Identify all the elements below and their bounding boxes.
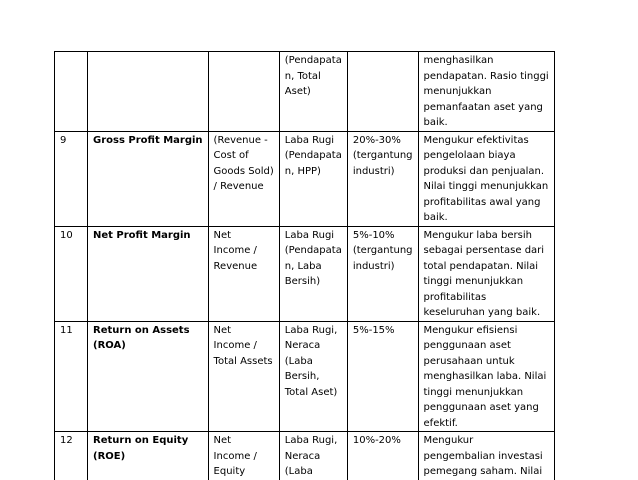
- cell-description-line: menghasilkan: [423, 55, 494, 66]
- cell-description-line: penggunaan aset: [423, 340, 511, 351]
- cell-description-line: sebagai persentase dari: [423, 245, 545, 256]
- cell-description-line: Mengukur: [423, 435, 474, 446]
- cell-benchmark-line: 20%-30%: [352, 134, 401, 146]
- cell-data-source-line: Total Aset): [284, 386, 338, 398]
- cell-description-line: keseluruhan yang baik.: [423, 307, 541, 318]
- ratio-table-body: [55, 52, 555, 480]
- cell-benchmark: [347, 226, 418, 321]
- cell-data-source-line: Neraca: [284, 450, 321, 462]
- cell-description-line: baik.: [423, 117, 448, 128]
- cell-formula-line: (Revenue -: [213, 134, 268, 146]
- cell-number-line: 12: [60, 435, 73, 446]
- cell-data-source-line: n, HPP): [284, 165, 321, 177]
- cell-description-line: baik.: [423, 212, 448, 223]
- cell-description-line: menghasilkan laba. Nilai: [423, 371, 547, 382]
- cell-formula-line: Total Assets: [213, 355, 273, 367]
- cell-description-line: pemanfaatan aset yang: [423, 101, 543, 113]
- cell-description: [418, 321, 554, 432]
- cell-benchmark: [347, 321, 418, 432]
- cell-formula-line: Income /: [213, 450, 257, 462]
- table-row: [55, 52, 555, 132]
- cell-description-line: pemegang saham. Nilai: [423, 466, 543, 477]
- cell-description-line: menunjukkan: [423, 86, 492, 97]
- cell-benchmark-line: (tergantung: [352, 245, 413, 256]
- cell-benchmark-line: (tergantung: [352, 150, 413, 161]
- cell-formula-line: Net: [213, 435, 232, 446]
- cell-description-line: pengelolaan biaya: [423, 150, 516, 161]
- cell-data-source-line: Laba Rugi: [284, 134, 335, 146]
- cell-formula: [208, 321, 279, 432]
- cell-formula: [208, 52, 279, 132]
- cell-number-line: 11: [60, 324, 73, 336]
- cell-formula-line: Net: [213, 229, 232, 241]
- cell-description: [418, 52, 554, 132]
- cell-data-source-line: (Pendapata: [284, 245, 342, 256]
- cell-description-line: pengembalian investasi: [423, 450, 543, 462]
- cell-number: [55, 52, 88, 132]
- cell-number: [55, 131, 88, 226]
- cell-formula: [208, 432, 279, 480]
- cell-data-source-line: Neraca: [284, 340, 321, 351]
- cell-data-source-line: Bersih): [284, 276, 321, 287]
- cell-ratio-name-line: Gross Profit Margin: [93, 134, 203, 146]
- cell-description-line: penggunaan aset yang: [423, 402, 539, 413]
- cell-data-source-line: (Laba: [284, 466, 313, 477]
- cell-description-line: perusahaan untuk: [423, 355, 515, 367]
- cell-ratio-name: [88, 432, 209, 480]
- table-row: [55, 131, 555, 226]
- cell-description-line: tinggi menunjukkan: [423, 386, 524, 398]
- cell-description-line: Mengukur efektivitas: [423, 134, 529, 146]
- cell-data-source: [279, 131, 347, 226]
- cell-data-source: [279, 432, 347, 480]
- table-row: [55, 226, 555, 321]
- cell-data-source-line: Bersih,: [284, 371, 320, 382]
- cell-formula-line: Income /: [213, 245, 257, 256]
- cell-benchmark-line: 5%-15%: [352, 324, 395, 336]
- cell-formula: [208, 226, 279, 321]
- cell-description: [418, 131, 554, 226]
- cell-data-source: [279, 321, 347, 432]
- cell-description: [418, 432, 554, 480]
- cell-ratio-name: [88, 52, 209, 132]
- cell-ratio-name: [88, 131, 209, 226]
- cell-description-line: produksi dan penjualan.: [423, 165, 545, 177]
- cell-number-line: 10: [60, 229, 73, 241]
- cell-ratio-name-line: (ROA): [93, 340, 126, 351]
- ratio-table: [54, 51, 555, 480]
- cell-data-source-line: (Laba: [284, 355, 313, 367]
- cell-number: [55, 226, 88, 321]
- cell-description: [418, 226, 554, 321]
- cell-description-line: pendapatan. Rasio tinggi: [423, 70, 549, 82]
- cell-ratio-name: [88, 321, 209, 432]
- cell-data-source-line: (Pendapata: [284, 150, 342, 161]
- cell-formula-line: / Revenue: [213, 181, 264, 192]
- cell-data-source-line: (Pendapata: [284, 55, 342, 66]
- cell-description-line: Mengukur efisiensi: [423, 324, 518, 336]
- cell-formula-line: Goods Sold): [213, 165, 274, 177]
- cell-data-source-line: Aset): [284, 86, 311, 97]
- cell-formula-line: Equity: [213, 466, 246, 477]
- cell-ratio-name-line: Return on Equity: [93, 435, 189, 446]
- cell-benchmark-line: 5%-10%: [352, 229, 395, 241]
- cell-formula: [208, 131, 279, 226]
- cell-benchmark: [347, 131, 418, 226]
- cell-data-source-line: n, Laba: [284, 260, 322, 272]
- cell-data-source: [279, 52, 347, 132]
- cell-data-source: [279, 226, 347, 321]
- cell-benchmark: [347, 52, 418, 132]
- cell-description-line: Nilai tinggi menunjukkan: [423, 181, 549, 192]
- cell-ratio-name-line: Net Profit Margin: [93, 229, 191, 241]
- cell-benchmark-line: industri): [352, 165, 395, 177]
- cell-number: [55, 432, 88, 480]
- cell-description-line: total pendapatan. Nilai: [423, 260, 539, 272]
- cell-data-source-line: n, Total: [284, 70, 321, 82]
- cell-formula-line: Revenue: [213, 260, 258, 272]
- cell-description-line: Mengukur laba bersih: [423, 229, 532, 241]
- cell-data-source-line: Laba Rugi,: [284, 435, 338, 446]
- cell-data-source-line: Laba Rugi,: [284, 324, 338, 336]
- cell-number-line: 9: [60, 134, 67, 146]
- cell-number: [55, 321, 88, 432]
- cell-formula-line: Income /: [213, 340, 257, 351]
- cell-description-line: tinggi menunjukkan: [423, 276, 524, 287]
- cell-ratio-name-line: Return on Assets: [93, 324, 190, 336]
- cell-formula-line: Cost of: [213, 150, 249, 161]
- cell-data-source-line: Laba Rugi: [284, 229, 335, 241]
- cell-ratio-name-line: (ROE): [93, 450, 126, 462]
- table-row: [55, 432, 555, 480]
- cell-formula-line: Net: [213, 324, 232, 336]
- cell-description-line: profitabilitas: [423, 291, 487, 303]
- cell-description-line: profitabilitas awal yang: [423, 196, 541, 208]
- cell-benchmark: [347, 432, 418, 480]
- table-row: [55, 321, 555, 432]
- cell-benchmark-line: industri): [352, 260, 395, 272]
- cell-ratio-name: [88, 226, 209, 321]
- cell-benchmark-line: 10%-20%: [352, 435, 401, 446]
- cell-description-line: efektif.: [423, 417, 458, 429]
